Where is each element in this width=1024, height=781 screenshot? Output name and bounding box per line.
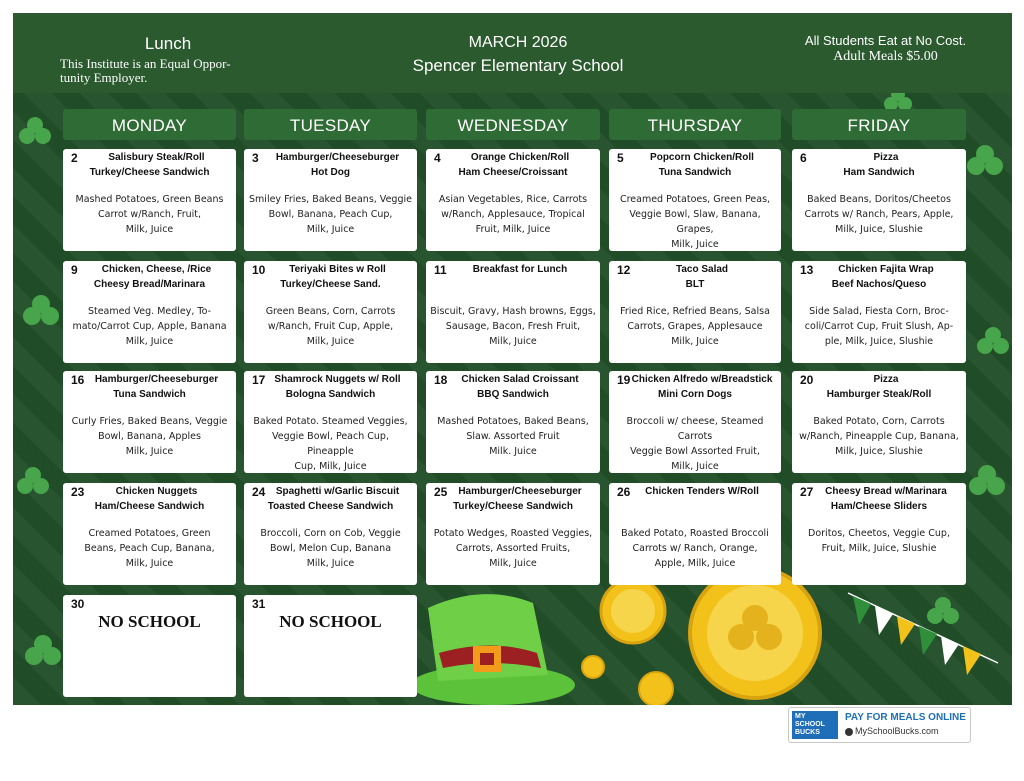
entree-alternate: Hamburger Steak/Roll — [826, 389, 932, 400]
day-number: 12 — [617, 263, 631, 277]
entree-primary: Teriyaki Bites w Roll — [289, 264, 386, 275]
sides-line: Milk, Juice — [489, 336, 537, 347]
shamrock-icon — [927, 597, 959, 624]
entree-alternate: Tuna Sandwich — [658, 167, 732, 178]
day-number: 2 — [71, 151, 78, 165]
day-number: 20 — [800, 373, 814, 387]
sides-line: Milk, Juice — [125, 446, 174, 457]
sides-line: Milk, Juice — [125, 224, 174, 235]
sides-line: Milk, Juice — [306, 558, 355, 569]
sides-line: Carrots w/ Ranch, Orange, — [632, 543, 758, 554]
logo-text: MY — [795, 713, 806, 720]
shamrock-icon — [17, 467, 49, 494]
equal-opportunity-notice — [60, 57, 245, 85]
sides-description — [796, 414, 962, 459]
sides-line: Veggie Bowl, Peach Cup, Pineapple — [272, 431, 389, 457]
sides-line: Asian Vegetables, Rice, Carrots — [438, 194, 588, 205]
day-cell-6 — [792, 149, 966, 251]
sides-line: Milk, Juice — [671, 239, 719, 250]
day-number: 23 — [71, 485, 85, 499]
sides-line: Veggie Bowl Assorted Fruit, — [630, 446, 760, 457]
sides-description — [248, 304, 413, 349]
sides-line: Milk, Juice — [125, 558, 174, 569]
sides-line: Baked Potato. Steamed Veggies, — [253, 416, 408, 427]
day-number: 18 — [434, 373, 448, 387]
day-cell-18 — [426, 371, 600, 473]
day-header-tuesday: TUESDAY — [244, 109, 417, 140]
sides-line: Bowl, Banana, Peach Cup, — [268, 209, 393, 220]
sides-description — [613, 526, 777, 571]
entree-alternate: Turkey/Cheese Sandwich — [89, 167, 210, 178]
sides-line: Carrots, Assorted Fruits, — [455, 543, 571, 554]
day-cell-20 — [792, 371, 966, 473]
day-number: 6 — [800, 151, 807, 165]
sides-line: Mashed Potatoes, Baked Beans, — [437, 416, 589, 427]
sides-line: Steamed Veg. Medley, To- — [87, 306, 212, 317]
entree-alternate: Hot Dog — [311, 167, 350, 178]
entree-alternate: Ham Cheese/Croissant — [458, 167, 568, 178]
sides-line: w/Ranch, Fruit Cup, Apple, — [267, 321, 394, 332]
logo-text: BUCKS — [795, 729, 820, 736]
entree-primary: Salisbury Steak/Roll — [108, 152, 205, 163]
entree-alternate: Cheesy Bread/Marinara — [93, 279, 206, 290]
shamrock-icon — [23, 295, 59, 325]
entree-alternate: Bologna Sandwich — [285, 389, 376, 400]
shamrock-icon — [25, 635, 61, 665]
sides-line: Carrot w/Ranch, Fruit, — [97, 209, 202, 220]
entree-primary: Chicken, Cheese, /Rice — [101, 264, 212, 275]
day-cell-26 — [609, 483, 781, 585]
day-cell-9 — [63, 261, 236, 363]
entree-primary: Shamrock Nuggets w/ Roll — [274, 374, 401, 385]
entree-alternate: BLT — [685, 279, 705, 290]
day-number: 9 — [71, 263, 78, 277]
sides-line: Milk. Juice — [489, 446, 537, 457]
sides-line: Side Salad, Fiesta Corn, Broc- — [809, 306, 949, 317]
header-bar — [13, 13, 1012, 93]
entree-primary: Pizza — [873, 374, 899, 385]
sides-line: Fruit, Milk, Juice, Slushie — [821, 543, 937, 554]
entree-alternate: Turkey/Cheese Sandwich — [453, 501, 573, 512]
url-text: MySchoolBucks.com — [855, 726, 939, 736]
bunting-flags-icon — [848, 593, 998, 675]
sides-description — [613, 192, 777, 251]
sides-line: Cup, Milk, Juice — [294, 461, 367, 472]
day-header-friday: FRIDAY — [792, 109, 966, 140]
gold-coin-icon — [639, 672, 673, 705]
sides-line: Baked Potato, Corn, Carrots — [813, 416, 945, 427]
entree-alternate: Tuna Sandwich — [113, 389, 186, 400]
sides-line: Milk, Juice — [306, 336, 355, 347]
sides-line: Biscuit, Gravy, Hash browns, Eggs, — [430, 306, 596, 317]
sides-line: Sausage, Bacon, Fresh Fruit, — [445, 321, 581, 332]
entree-primary: Popcorn Chicken/Roll — [650, 152, 754, 163]
sides-description — [430, 192, 596, 237]
myschoolbucks-logo — [792, 711, 838, 739]
sides-line: Milk, Juice — [306, 224, 355, 235]
sides-line: w/Ranch, Pineapple Cup, Banana, — [799, 431, 959, 442]
sides-line: Slaw. Assorted Fruit — [466, 431, 560, 442]
sides-description — [67, 526, 232, 571]
sides-description — [613, 304, 777, 349]
day-header-thursday: THURSDAY — [609, 109, 781, 140]
day-cell-12 — [609, 261, 781, 363]
day-cell-31 — [244, 595, 417, 697]
day-cell-24 — [244, 483, 417, 585]
sides-description — [430, 526, 596, 571]
entree-primary: Chicken Alfredo w/Breadstick — [631, 374, 773, 385]
entree-alternate: Ham/Cheese Sandwich — [94, 501, 205, 512]
logo-text: SCHOOL — [795, 721, 825, 728]
day-number: 26 — [617, 485, 631, 499]
day-cell-5 — [609, 149, 781, 251]
entree-primary: Pizza — [873, 152, 899, 163]
entree-primary: Breakfast for Lunch — [472, 264, 568, 275]
day-number: 5 — [617, 151, 624, 165]
day-number: 30 — [71, 597, 85, 611]
sides-description — [248, 192, 413, 237]
sides-line: Fruit, Milk, Juice — [475, 224, 551, 235]
sides-line: Smiley Fries, Baked Beans, Veggie — [249, 194, 412, 205]
sides-line: Milk, Juice — [125, 336, 174, 347]
sides-line: coli/Carrot Cup, Fruit Slush, Ap- — [804, 321, 954, 332]
sides-line: Fried Rice, Refried Beans, Salsa — [620, 306, 770, 317]
pay-online-text: PAY FOR MEALS ONLINE — [845, 712, 966, 723]
sides-line: Green Beans, Corn, Carrots — [265, 306, 396, 317]
sides-line: Creamed Potatoes, Green — [88, 528, 211, 539]
sides-line: Milk, Juice, Slushie — [835, 224, 923, 235]
sides-line: Doritos, Cheetos, Veggie Cup, — [808, 528, 950, 539]
entree-primary: Cheesy Bread w/Marinara — [825, 486, 947, 497]
gold-coin-icon — [601, 579, 665, 643]
sides-line: Bowl, Banana, Apples — [98, 431, 201, 442]
day-cell-4 — [426, 149, 600, 251]
sides-description — [248, 526, 413, 571]
shamrock-icon — [969, 465, 1005, 495]
gold-coin-icon — [582, 656, 604, 678]
day-number: 19 — [617, 373, 631, 387]
sides-line: mato/Carrot Cup, Apple, Banana — [72, 321, 227, 332]
entree-primary: Orange Chicken/Roll — [470, 152, 570, 163]
sides-line: Curly Fries, Baked Beans, Veggie — [71, 416, 228, 427]
eeo-line: tunity Employer. — [60, 70, 148, 85]
day-number: 10 — [252, 263, 266, 277]
day-number: 17 — [252, 373, 266, 387]
entree-alternate: Ham Sandwich — [843, 167, 915, 178]
sides-line: Veggie Bowl, Slaw, Banana, Grapes, — [629, 209, 761, 235]
sides-description — [67, 192, 232, 237]
globe-icon — [845, 728, 853, 736]
month-title: MARCH 2026 — [468, 34, 568, 51]
day-cell-13 — [792, 261, 966, 363]
sides-description — [613, 414, 777, 473]
sides-description — [67, 414, 232, 459]
day-header-monday: MONDAY — [63, 109, 236, 140]
sides-line: Mashed Potatoes, Green Beans — [75, 194, 224, 205]
day-number: 25 — [434, 485, 448, 499]
entree-alternate: BBQ Sandwich — [477, 389, 549, 400]
sides-line: Baked Potato, Roasted Broccoli — [621, 528, 769, 539]
sides-line — [796, 556, 962, 571]
sides-line: Broccoli, Corn on Cob, Veggie — [260, 528, 401, 539]
entree-primary: Hamburger/Cheeseburger — [458, 486, 582, 497]
school-name: Spencer Elementary School — [412, 56, 624, 75]
sides-line: Beans, Peach Cup, Banana, — [84, 543, 215, 554]
free-meals-notice: All Students Eat at No Cost. — [804, 33, 967, 48]
entree-alternate: Beef Nachos/Queso — [831, 279, 927, 290]
day-cell-30 — [63, 595, 236, 697]
lunch-title: Lunch — [144, 34, 192, 53]
sides-line: Milk, Juice, Slushie — [835, 446, 923, 457]
sides-description — [248, 414, 413, 473]
sides-description — [430, 304, 596, 349]
myschoolbucks-link[interactable] — [845, 726, 939, 736]
sides-line: Bowl, Melon Cup, Banana — [269, 543, 392, 554]
day-cell-19 — [609, 371, 781, 473]
day-cell-2 — [63, 149, 236, 251]
entree-primary: Taco Salad — [675, 264, 729, 275]
sides-line: Broccoli w/ cheese, Steamed Carrots — [626, 416, 764, 442]
entree-primary: Chicken Tenders W/Roll — [645, 486, 759, 497]
entree-alternate: Toasted Cheese Sandwich — [267, 501, 394, 512]
adult-meal-price: Adult Meals $5.00 — [833, 49, 938, 64]
day-number: 3 — [252, 151, 259, 165]
no-school-label: NO SCHOOL — [279, 612, 382, 631]
gold-coin-icon — [690, 568, 820, 698]
day-number: 27 — [800, 485, 814, 499]
entree-primary: Chicken Fajita Wrap — [838, 264, 934, 275]
day-cell-10 — [244, 261, 417, 363]
day-cell-11 — [426, 261, 600, 363]
sides-line: w/Ranch, Applesauce, Tropical — [441, 209, 585, 220]
sides-description — [67, 304, 232, 349]
day-cell-17 — [244, 371, 417, 473]
sides-line: Baked Beans, Doritos/Cheetos — [807, 194, 951, 205]
shamrock-icon — [19, 117, 51, 144]
sides-line: Carrots w/ Ranch, Pears, Apple, — [804, 209, 954, 220]
entree-alternate: Turkey/Cheese Sand. — [280, 279, 381, 290]
no-school-label: NO SCHOOL — [98, 612, 201, 631]
day-cell-25 — [426, 483, 600, 585]
day-number: 24 — [252, 485, 266, 499]
day-number: 16 — [71, 373, 85, 387]
sides-description — [796, 304, 962, 349]
entree-alternate: Ham/Cheese Sliders — [830, 501, 928, 512]
sides-description — [796, 192, 962, 237]
sides-line: Milk, Juice — [489, 558, 537, 569]
entree-primary: Spaghetti w/Garlic Biscuit — [275, 486, 400, 497]
day-number: 4 — [434, 151, 441, 165]
day-cell-16 — [63, 371, 236, 473]
day-header-wednesday: WEDNESDAY — [426, 109, 600, 140]
sides-line: Creamed Potatoes, Green Peas, — [619, 194, 771, 205]
day-cell-23 — [63, 483, 236, 585]
sides-line: ple, Milk, Juice, Slushie — [824, 336, 934, 347]
entree-primary: Hamburger/Cheeseburger — [94, 374, 219, 385]
sides-line: Milk, Juice — [671, 461, 719, 472]
day-number: 13 — [800, 263, 814, 277]
calendar-frame — [13, 13, 1012, 705]
leprechaun-hat-icon — [411, 594, 575, 705]
sides-line: Apple, Milk, Juice — [654, 558, 736, 569]
sides-line: Carrots, Grapes, Applesauce — [627, 321, 763, 332]
entree-primary: Hamburger/Cheeseburger — [275, 152, 400, 163]
sides-description — [430, 414, 596, 459]
eeo-line: This Institute is an Equal Oppor- — [60, 56, 231, 71]
day-number: 11 — [434, 263, 447, 277]
entree-primary: Chicken Salad Croissant — [461, 374, 579, 385]
sides-line: Milk, Juice — [671, 336, 719, 347]
entree-alternate: Mini Corn Dogs — [658, 389, 732, 400]
shamrock-icon — [967, 145, 1003, 175]
day-number: 31 — [252, 597, 266, 611]
myschoolbucks-banner[interactable] — [788, 707, 971, 743]
sides-description — [796, 526, 962, 571]
day-cell-27 — [792, 483, 966, 585]
sides-line: Potato Wedges, Roasted Veggies, — [433, 528, 593, 539]
day-cell-3 — [244, 149, 417, 251]
entree-primary: Chicken Nuggets — [115, 486, 198, 497]
shamrock-icon — [977, 327, 1009, 354]
